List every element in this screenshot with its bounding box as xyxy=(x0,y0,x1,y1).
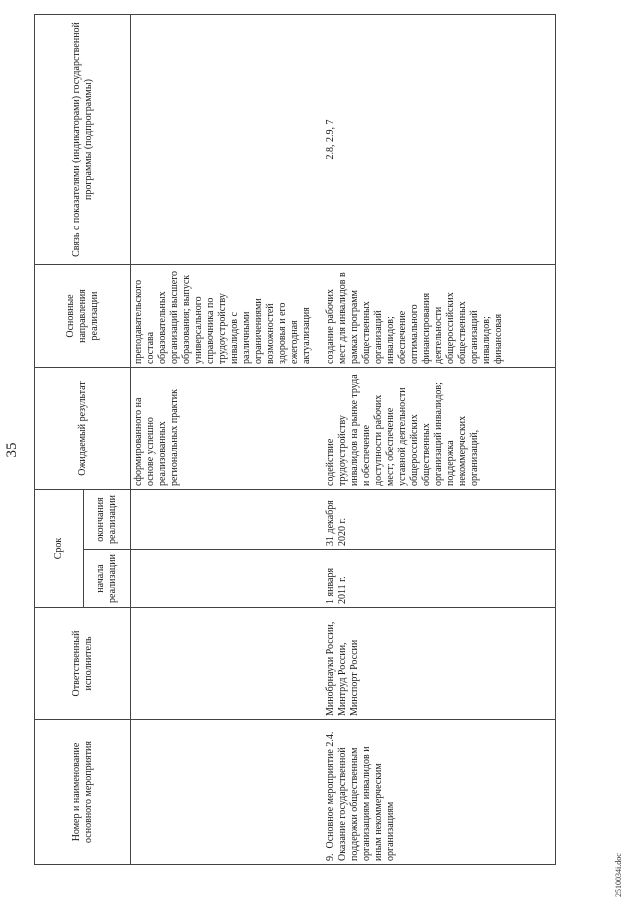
header-start: начала реализации xyxy=(84,550,131,608)
cell-empty xyxy=(131,490,324,550)
cell-empty xyxy=(131,15,324,265)
cont-directions: преподавательского состава образовательных организаций высшего образования; выпуск универсального справочника по трудоустройству инвалидов с различными ограничениями возможностей здоровья и его ежегодная актуализация xyxy=(131,265,324,368)
table-header-row xyxy=(35,15,84,865)
header-indicators: Связь с показателями (индикаторами) государственной программы (подпрограммы) xyxy=(35,15,131,265)
cell-empty xyxy=(131,608,324,720)
header-end: окончания реализации xyxy=(84,490,131,550)
row9-number: 9. xyxy=(325,853,336,861)
row9-name-cell xyxy=(323,720,556,865)
row9-indicators: 2.8, 2.9, 7 xyxy=(323,15,556,265)
row9-name: Основное мероприятие 2.4. Оказание государственной поддержки общественным организациям инвалидов и иным некоммерческим организациям xyxy=(325,731,396,861)
row9-directions: создание рабочих мест для инвалидов в рамках программ общественных организаций инвалидов; обеспечение оптимального финансирования деятельности общероссийских общественных организаций инвалидов; финансовая xyxy=(323,265,556,368)
page-number: 35 xyxy=(4,442,20,458)
header-directions: Основные направления реализации xyxy=(35,265,131,368)
row9-start: 1 января 2011 г. xyxy=(323,550,556,608)
header-result: Ожидаемый результат xyxy=(35,368,131,490)
row9-end: 31 декабря 2020 г. xyxy=(323,490,556,550)
row9-result: содействие трудоустройству инвалидов на рынке труда и обеспечение доступности рабочих мест; обеспечение уставной деятельности общероссийских общественных организаций инвалидов; поддержка некоммерческих организаций, xyxy=(323,368,556,490)
cont-result: сформированного на основе успешно реализованных региональных практик xyxy=(131,368,324,490)
table-row-continuation xyxy=(131,15,324,865)
cell-empty xyxy=(131,550,324,608)
cell-empty xyxy=(131,720,324,865)
header-name: Номер и наименование основного мероприятия xyxy=(35,720,131,865)
header-executor: Ответственный исполнитель xyxy=(35,608,131,720)
row9-executor: Минобрнауки России, Минтруд России, Минспорт России xyxy=(323,608,556,720)
header-term: Срок xyxy=(35,490,84,608)
document-code: 2510034i.doc xyxy=(614,853,623,897)
measures-table xyxy=(34,14,556,865)
table-row xyxy=(323,15,556,865)
